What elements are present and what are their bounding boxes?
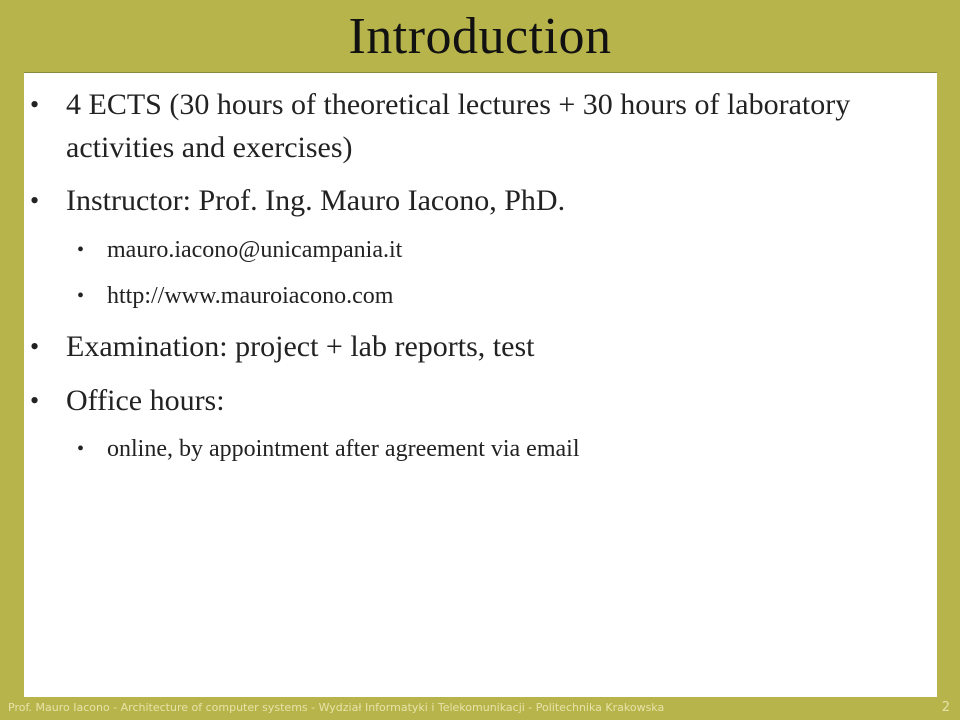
bullet-text: online, by appointment after agreement via email xyxy=(107,436,580,462)
bullet-dot: • xyxy=(77,438,85,460)
bullet-dot: • xyxy=(77,285,85,307)
bullet-website xyxy=(77,280,907,312)
bullet-dot: • xyxy=(30,386,40,415)
bullet-dot: • xyxy=(77,239,85,261)
slide-content xyxy=(24,72,937,697)
bullet-office-hours xyxy=(30,379,896,422)
page-number: 2 xyxy=(941,700,950,715)
bullet-examination xyxy=(30,325,896,368)
bullet-text: Examination: project + lab reports, test xyxy=(66,330,535,363)
slide-footer: Prof. Mauro Iacono - Architecture of computer systems - Wydział Informatyki i Telekomunikacji - Politechnika Krakowska xyxy=(8,701,665,714)
bullet-text: Office hours: xyxy=(66,384,225,417)
slide-title: Introduction xyxy=(348,8,612,65)
bullet-text: 4 ECTS (30 hours of theoretical lectures + 30 hours of laboratory activities and exercises) xyxy=(66,88,851,164)
bullet-email xyxy=(77,234,907,266)
bullet-dot: • xyxy=(30,332,40,361)
bullet-text: Instructor: Prof. Ing. Mauro Iacono, PhD. xyxy=(66,184,566,217)
bullet-text: http://www.mauroiacono.com xyxy=(107,283,394,309)
bullet-dot: • xyxy=(30,186,40,215)
bullet-dot: • xyxy=(30,90,40,119)
bullet-online xyxy=(77,433,907,465)
bullet-text: mauro.iacono@unicampania.it xyxy=(107,237,403,263)
bullet-ects xyxy=(30,83,896,169)
bullet-instructor xyxy=(30,179,896,222)
